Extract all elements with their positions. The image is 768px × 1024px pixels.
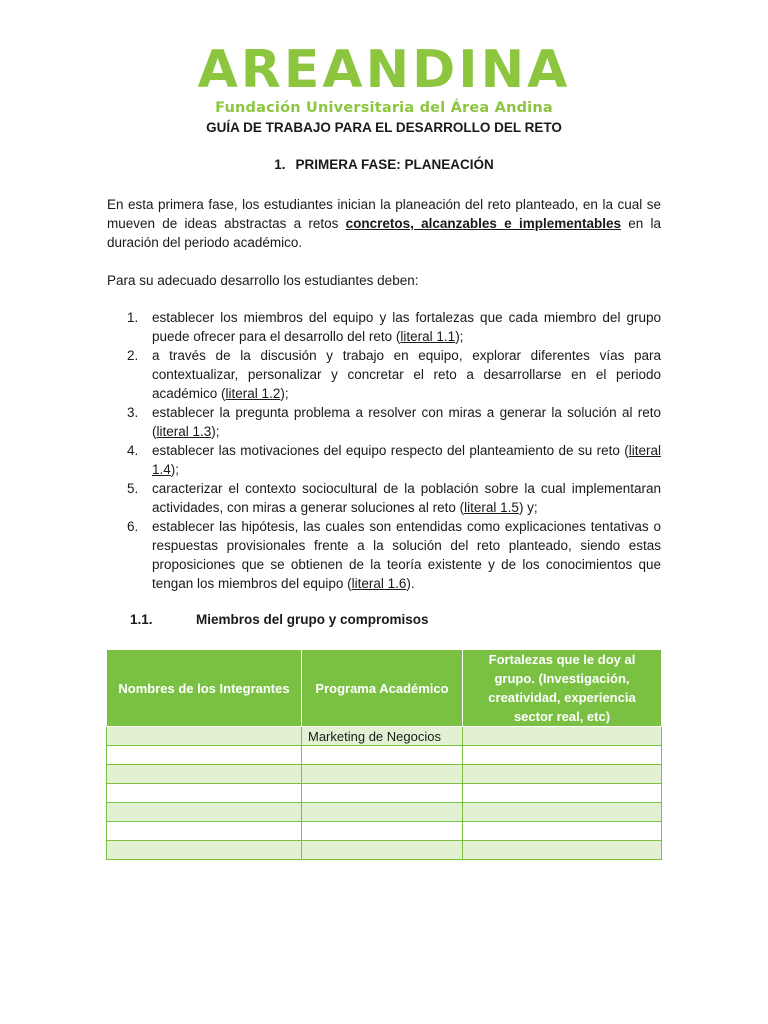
cell-program[interactable] (302, 784, 463, 803)
cell-strengths[interactable] (463, 746, 662, 765)
table-row (107, 803, 662, 822)
section-title: Miembros del grupo y compromisos (196, 612, 429, 627)
table-row (107, 746, 662, 765)
step-number: 4. (127, 443, 139, 458)
step-item (107, 441, 661, 479)
step-end: ); (280, 386, 289, 401)
step-number: 1. (127, 310, 139, 325)
phase-number: 1. (274, 157, 286, 172)
step-literal-link[interactable]: literal 1.1 (400, 329, 456, 344)
header-names: Nombres de los Integrantes (107, 650, 302, 727)
step-text: caracterizar el contexto sociocultural de la población sobre la cual implementaran actividades, con miras a generar soluciones al reto ( (152, 481, 661, 515)
lead-paragraph: Para su adecuado desarrollo los estudiantes deben: (107, 273, 419, 288)
step-end: ); (455, 329, 464, 344)
intro-paragraph (107, 195, 661, 252)
cell-program[interactable] (302, 765, 463, 784)
cell-program[interactable]: Marketing de Negocios (302, 727, 463, 746)
table-header-row (107, 650, 662, 727)
step-end: ) y; (518, 500, 538, 515)
phase-heading (0, 157, 768, 172)
header-strengths: Fortalezas que le doy al grupo. (Investigación, creatividad, experiencia sector real, etc) (463, 650, 662, 727)
cell-name[interactable] (107, 784, 302, 803)
steps-list (107, 308, 661, 593)
intro-emphasis: concretos, alcanzables e implementables (345, 216, 621, 231)
phase-label: PRIMERA FASE: PLANEACIÓN (295, 157, 494, 172)
cell-program[interactable] (302, 746, 463, 765)
table-row (107, 841, 662, 860)
cell-program[interactable] (302, 841, 463, 860)
step-end: ). (406, 576, 415, 591)
cell-name[interactable] (107, 765, 302, 784)
members-table (106, 649, 662, 860)
cell-strengths[interactable] (463, 822, 662, 841)
cell-strengths[interactable] (463, 841, 662, 860)
step-text: establecer los miembros del equipo y las fortalezas que cada miembro del grupo puede ofrecer para el desarrollo del reto ( (152, 310, 661, 344)
logo-wordmark: AREANDINA (197, 40, 571, 100)
step-item (107, 346, 661, 403)
step-item (107, 479, 661, 517)
cell-name[interactable] (107, 803, 302, 822)
cell-strengths[interactable] (463, 727, 662, 746)
step-end: ); (211, 424, 220, 439)
step-item (107, 308, 661, 346)
step-literal-link[interactable]: literal 1.3 (156, 424, 212, 439)
step-number: 2. (127, 348, 139, 363)
table-row (107, 727, 662, 746)
document-title: GUÍA DE TRABAJO PARA EL DESARROLLO DEL RETO (206, 120, 562, 135)
step-item (107, 403, 661, 441)
cell-program[interactable] (302, 822, 463, 841)
step-literal-link[interactable]: literal 1.5 (464, 500, 519, 515)
step-end: ); (170, 462, 180, 477)
cell-strengths[interactable] (463, 803, 662, 822)
step-text: establecer la pregunta problema a resolver con miras a generar la solución al reto ( (152, 405, 661, 439)
section-number: 1.1. (130, 612, 153, 627)
cell-name[interactable] (107, 727, 302, 746)
step-number: 3. (127, 405, 139, 420)
cell-name[interactable] (107, 822, 302, 841)
step-number: 6. (127, 519, 139, 534)
cell-strengths[interactable] (463, 784, 662, 803)
table-row (107, 784, 662, 803)
cell-program[interactable] (302, 803, 463, 822)
step-text: establecer las motivaciones del equipo respecto del planteamiento de su reto ( (152, 443, 629, 458)
intro-text-1: En esta primera fase, los estudiantes inician la planeación del reto planteado, en la cual se mueven de ideas abstractas a retos (107, 197, 661, 231)
intro-text-2: en la duración del periodo académico. (107, 216, 662, 250)
table-row (107, 822, 662, 841)
step-item (107, 517, 661, 593)
cell-name[interactable] (107, 841, 302, 860)
table-row (107, 765, 662, 784)
cell-name[interactable] (107, 746, 302, 765)
header-program: Programa Académico (302, 650, 463, 727)
step-text: a través de la discusión y trabajo en equipo, explorar diferentes vías para contextualizar, personalizar y concretar el reto a desarrollarse en el periodo académico ( (152, 348, 661, 401)
step-literal-link[interactable]: literal 1.2 (225, 386, 281, 401)
section-heading (130, 612, 429, 627)
logo-subtitle: Fundación Universitaria del Área Andina (215, 100, 553, 116)
step-literal-link[interactable]: literal 1.6 (351, 576, 407, 591)
areandina-logo (0, 40, 768, 116)
cell-strengths[interactable] (463, 765, 662, 784)
step-number: 5. (127, 481, 139, 496)
step-text: establecer las hipótesis, las cuales son entendidas como explicaciones tentativas o respuestas provisionales frente a la solución del reto planteado, siendo estas proposiciones que se obtienen de la teoría existente y de los conocimientos que tengan los miembros del equipo ( (152, 519, 661, 591)
step-literal-link[interactable]: literal 1.4 (152, 443, 661, 477)
